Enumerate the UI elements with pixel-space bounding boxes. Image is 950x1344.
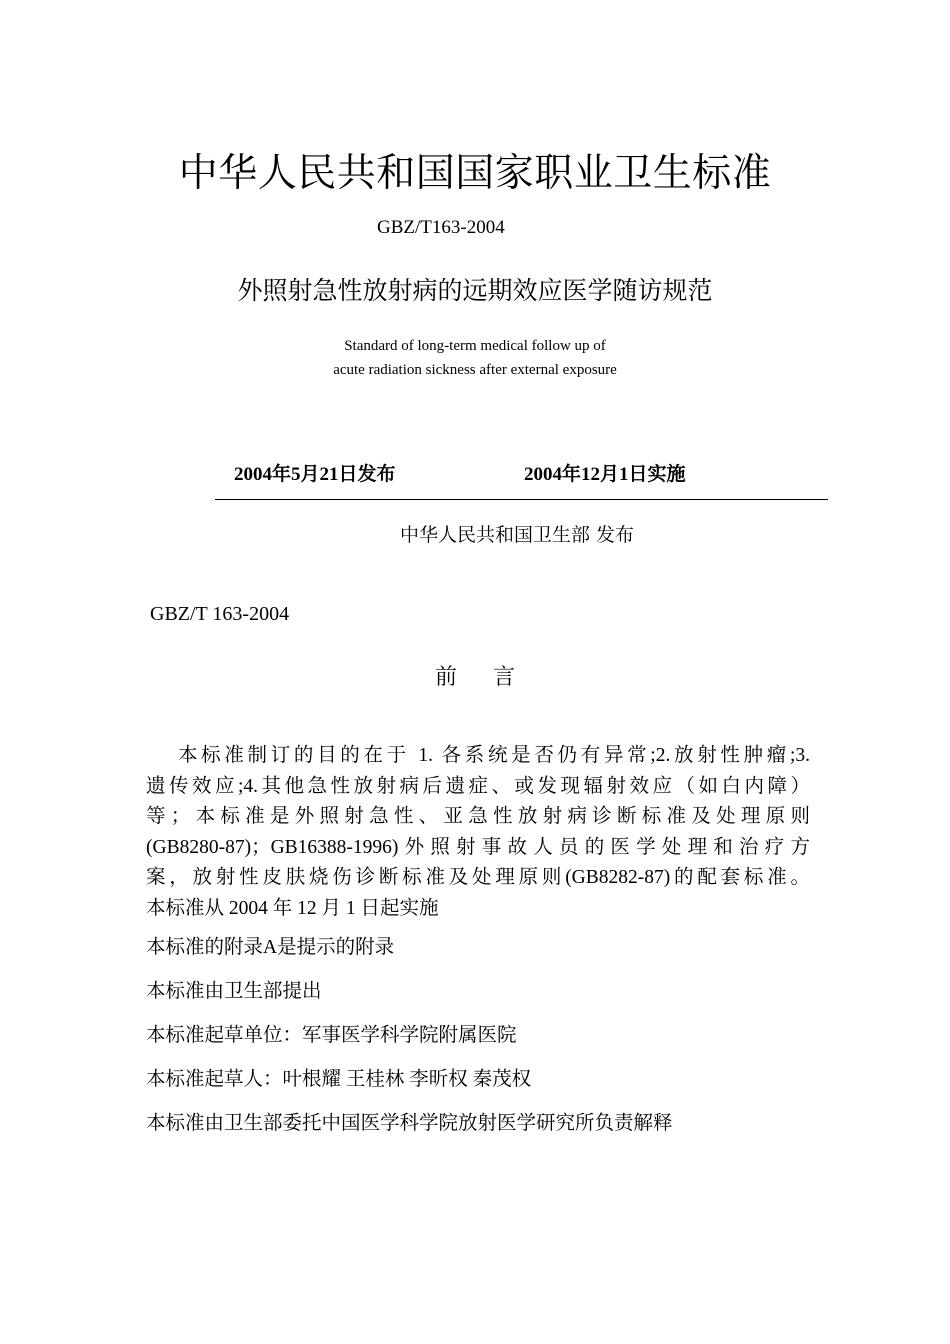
publish-date: 2004年5月21日发布 bbox=[234, 464, 396, 485]
header-divider bbox=[215, 499, 828, 500]
standard-title-en-line1: Standard of long-term medical follow up of bbox=[344, 338, 606, 354]
paragraph-line: 案，放射性皮肤烧伤诊断标准及处理原则(GB8282-87)的配套标准。 bbox=[146, 867, 810, 888]
note-drafting-unit: 本标准起草单位：军事医学科学院附属医院 bbox=[146, 1025, 517, 1046]
foreword-paragraph bbox=[146, 741, 810, 924]
paragraph-line: 本标准制订的目的在于 1. 各系统是否仍有异常;2.放射性肿瘤;3. bbox=[178, 745, 810, 766]
effective-date: 2004年12月1日实施 bbox=[524, 464, 686, 485]
paragraph-line: 等；本标准是外照射急性、亚急性放射病诊断标准及处理原则 bbox=[146, 806, 810, 827]
standard-title-cn: 外照射急性放射病的远期效应医学随访规范 bbox=[237, 276, 713, 305]
note-appendix: 本标准的附录A是提示的附录 bbox=[146, 937, 395, 958]
page-standard-code: GBZ/T 163-2004 bbox=[150, 603, 290, 625]
note-proposer: 本标准由卫生部提出 bbox=[146, 981, 322, 1002]
standard-title-en-line2: acute radiation sickness after external exposure bbox=[333, 362, 617, 378]
paragraph-line: (GB8280-87)；GB16388-1996)外照射事故人员的医学处理和治疗方 bbox=[146, 836, 810, 858]
document-title: 中华人民共和国国家职业卫生标准 bbox=[178, 151, 772, 196]
paragraph-line: 遗传效应;4.其他急性放射病后遗症、或发现辐射效应（如白内障） bbox=[146, 775, 810, 797]
standard-code: GBZ/T163-2004 bbox=[377, 217, 505, 238]
issuer: 中华人民共和国卫生部 发布 bbox=[400, 524, 635, 546]
note-interpretation: 本标准由卫生部委托中国医学科学院放射医学研究所负责解释 bbox=[146, 1113, 673, 1134]
paragraph-line: 本标准从 2004 年 12 月 1 日起实施 bbox=[146, 897, 439, 919]
note-drafters: 本标准起草人：叶根耀 王桂林 李昕权 秦茂权 bbox=[146, 1069, 532, 1090]
foreword-heading: 前言 bbox=[434, 665, 551, 690]
